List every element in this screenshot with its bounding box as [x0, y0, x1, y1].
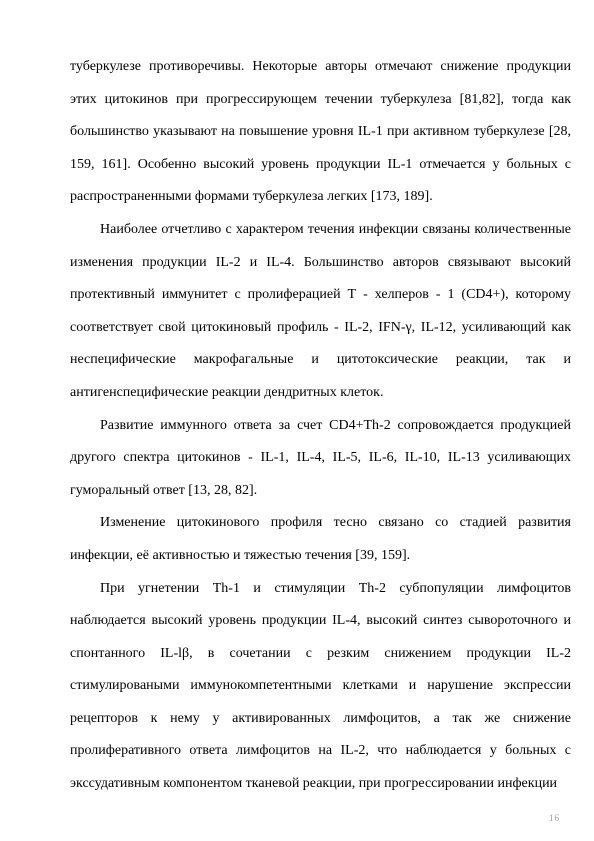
paragraph-1: туберкулезе противоречивы. Некоторые авторы отмечают снижение продукции этих цитокинов при прогрессирующем течении туберкулеза [81,82], тогда как большинство указывают на повышение уровня IL-1 при активном туберкулезе [28, 159, 161]. Особенно высокий уровень продукции IL-1 отмечается у больных с распространенными формами туберкулеза легких [173, 189]. [70, 59, 571, 205]
paragraph-3: Развитие иммунного ответа за счет CD4+Th-2 сопровождается продукцией другого спектра цитокинов - IL-1, IL-4, IL-5, IL-6, IL-10, IL-13 усиливающих гуморальный ответ [13, 28, 82]. [70, 417, 571, 498]
paragraph-5: При угнетении Th-1 и стимуляции Th-2 субпопуляции лимфоцитов наблюдается высокий уровень продукции IL-4, высокий синтез сывороточного и спонтанного IL-lβ, в сочетании с резким снижением продукции IL-2 стимулироваными иммунокомпетентными клетками и нарушение экспрессии рецепторов к нему у активированных лимфоцитов, а так же снижение пролиферативного ответа лимфоцитов на IL-2, что наблюдается у больных с экссудативным компонентом тканевой реакции, при прогрессировании инфекции [70, 580, 571, 792]
paragraph-4: Изменение цитокинового профиля тесно связано со стадией развития инфекции, её активностью и тяжестью течения [39, 159]. [70, 515, 571, 563]
paragraph-2: Наиболее отчетливо с характером течения инфекции связаны количественные изменения продукции IL-2 и IL-4. Большинство авторов связывают высокий протективный иммунитет с пролиферацией Т - хелперов - 1 (CD4+), которому соответствует свой цитокиновый профиль - IL-2, IFN-γ, IL-12, усиливающий как неспецифические макрофагальные и цитотоксические реакции, так и антигенспецифические реакции дендритных клеток. [70, 221, 572, 400]
body-text [70, 51, 571, 801]
page-number: 16 [549, 813, 560, 823]
